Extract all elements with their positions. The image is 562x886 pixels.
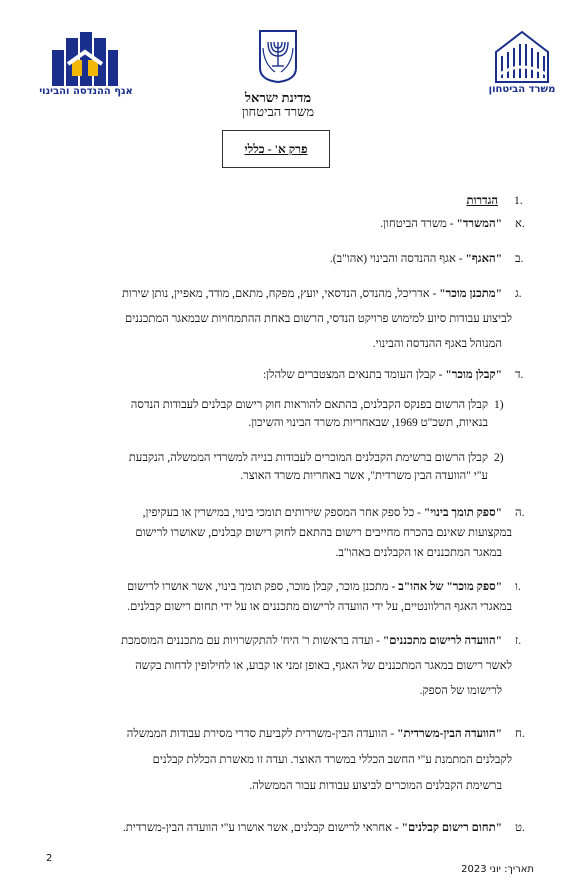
definition-recognized-supplier-line2: במאגרי האגף הרלוונטיים, על ידי הוועדה לרישום מתכננים או על ידי תחום רישום קבלנים.: [127, 601, 512, 613]
document-date: תאריך: יוני 2023: [461, 864, 534, 875]
chapter-title: פרק א' - כללי: [244, 141, 308, 156]
contractor-condition-2-line2: ע"י "הוועדה הבין משרדית", אשר באחריות משרד האוצר.: [240, 470, 488, 482]
engineering-division-caption: אגף ההנדסה והבינוי: [39, 86, 133, 97]
item-b-marker: ב.: [515, 253, 524, 265]
item-d-marker: ד.: [515, 369, 524, 381]
definition-recognized-planner-line2: לביצוע עבודות סיוע למימוש פרויקט הנדסי, הרשום באחת ההתמחויות שבמאגר המתכננים: [125, 313, 512, 325]
item-i-marker: ט.: [515, 822, 525, 834]
definition-contractor-registration: "תחום רישום קבלנים" - אחראי לרישום קבלנים, אשר אושרו ע"י הוועדה הבין-משרדית.: [122, 822, 502, 834]
definition-recognized-planner: "מתכנן מוכר" - אדריכל, מהנדס, הנדסאי, יועץ, מפקח, מתאם, מודד, מאפיין, נותן שירות: [121, 288, 502, 300]
ministry-name: משרד הביטחון: [241, 104, 315, 119]
page-number: 2: [46, 853, 53, 864]
contractor-condition-1: קבלן הרשום בפנקס הקבלנים, בהתאם להוראות חוק רישום קבלנים לעבודות הנדסה: [130, 399, 488, 411]
definition-ministry: "המשרד" - משרד הביטחון.: [380, 218, 502, 230]
state-name: מדינת ישראל: [244, 90, 312, 105]
definition-recognized-supplier: "ספק מוכר" של אהו"ב - מתכנן מוכר, קבלן מוכר, ספק תומך בינוי, אשר אושרו לרישום: [126, 581, 502, 593]
subitem-1-marker: 1): [494, 399, 504, 411]
definition-planner-committee-line3: לרישומו של הספק.: [419, 685, 502, 697]
definition-planner-committee-line2: לאשר רישום במאגר המתכננים של האגף, באופן זמני או קבוע, או לחילופין לדחות בקשה: [135, 660, 512, 672]
contractor-condition-2: קבלן הרשום ברשימת הקבלנים המוכרים לעבודות בנייה למשרדי הממשלה, הנקבעת: [128, 452, 488, 464]
subitem-2-marker: 2): [494, 452, 504, 464]
definition-interministerial-committee-line3: ברשימת הקבלנים המוכרים לביצוע עבודות עבור הממשלה.: [249, 780, 502, 792]
contractor-condition-1-line2: בנאיות, תשכ"ט 1969, שבאחריות משרד הבינוי והשיכון.: [248, 417, 488, 429]
section-title: הגדרות: [466, 195, 498, 207]
item-f-marker: ו.: [515, 581, 521, 593]
item-g-marker: ז.: [515, 635, 522, 647]
chapter-title-box: [222, 130, 330, 168]
engineering-division-logo: [50, 30, 120, 90]
ministry-of-defense-logo: [492, 30, 552, 84]
definition-interministerial-committee: "הוועדה הבין-משרדית" - הוועדה הבין-משרדית לקביעת סדרי מסירת עבודות הממשלה: [126, 728, 502, 740]
item-c-marker: ג.: [515, 288, 522, 300]
definition-division: "האגף" - אגף ההנדסה והבינוי (אהו"ב).: [329, 253, 502, 265]
item-e-marker: ה.: [515, 507, 525, 519]
definition-support-supplier-line3: במאגר המתכננים או הקבלנים באהו"ב.: [335, 547, 502, 559]
definition-support-supplier: "ספק תומך בינוי" - כל ספק אחר המספק שירותים תומכי בינוי, במישרין או בעקיפין,: [142, 507, 502, 519]
state-emblem-icon: [257, 28, 299, 84]
definition-support-supplier-line2: במקצועות שאינם בהכרח מחייבים רישום בהתאם לחוק רישום קבלנים, שאושרו לרישום: [135, 527, 512, 539]
item-h-marker: ח.: [515, 728, 525, 740]
definition-interministerial-committee-line2: לקבלנים המתמנת ע"י החשב הכללי במשרד האוצר. ועדה זו מאשרת הכללת קבלנים: [152, 754, 512, 766]
ministry-of-defense-caption: משרד הביטחון: [488, 84, 556, 95]
section-number: 1.: [514, 195, 523, 207]
definition-recognized-planner-line3: המנוהל באגף ההנדסה והבינוי.: [372, 338, 502, 350]
definition-planner-committee: "הוועדה לרישום מתכננים" - ועדה בראשות ר' היח' להתקשרויות עם מתכננים המוסמכת: [121, 635, 502, 647]
item-a-marker: א.: [515, 218, 525, 230]
definition-recognized-contractor: "קבלן מוכר" - קבלן העומד בתנאים המצטברים שלהלן:: [262, 369, 502, 381]
